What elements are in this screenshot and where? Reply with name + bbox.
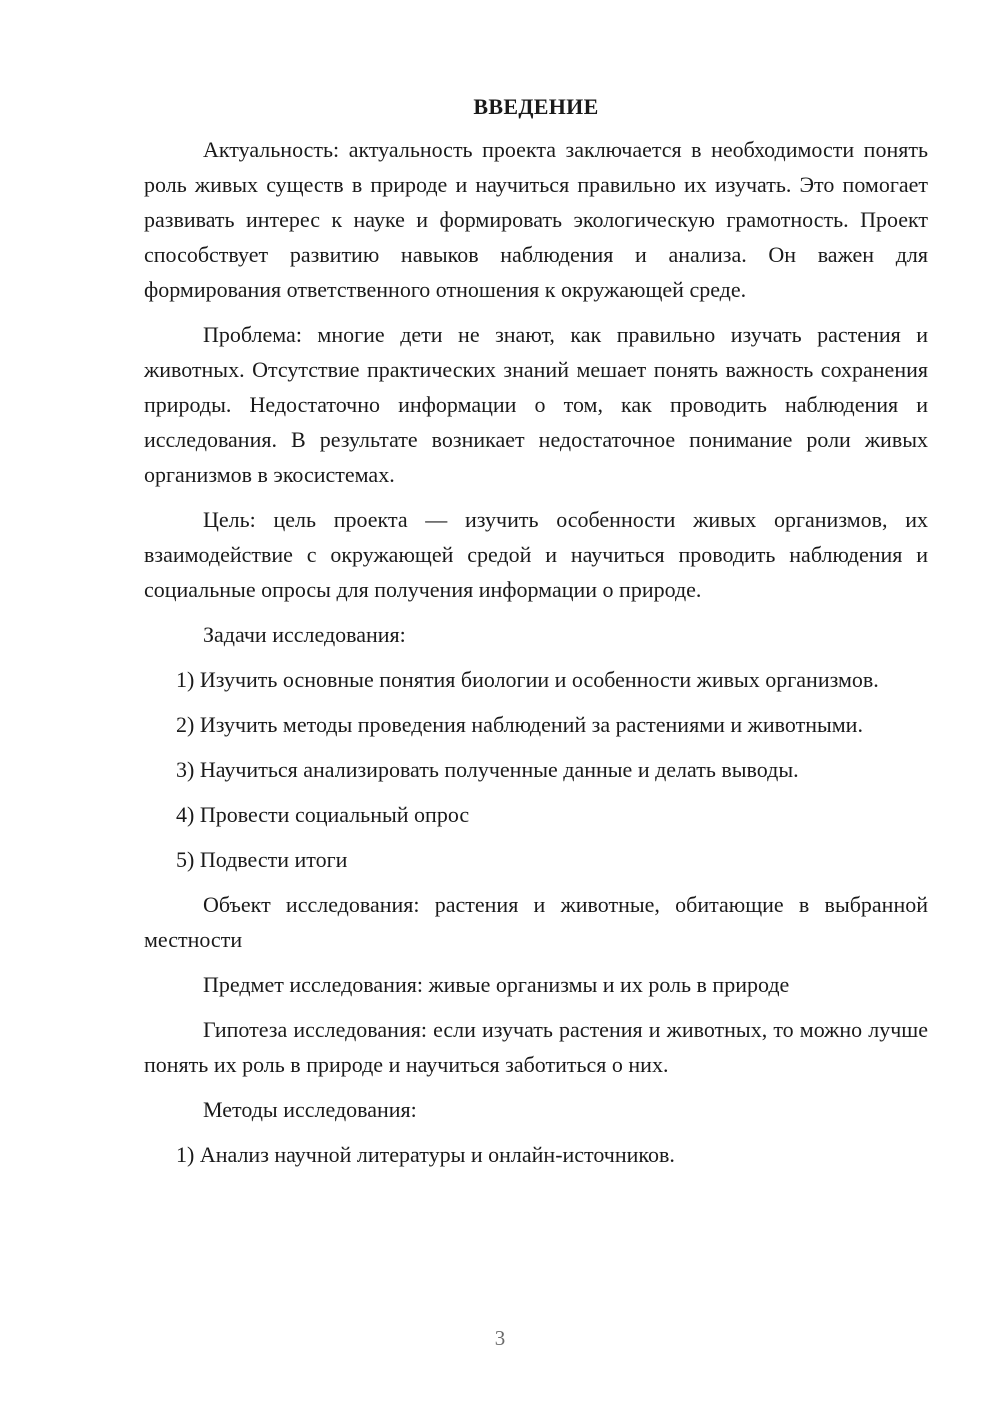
hypothesis-paragraph: Гипотеза исследования: если изучать растения и животных, то можно лучше понять их роль в природе и научиться заботиться о них.: [144, 1017, 928, 1077]
task-item-3: 3) Научиться анализировать полученные данные и делать выводы.: [176, 757, 799, 782]
problem-paragraph: Проблема: многие дети не знают, как правильно изучать растения и животных. Отсутствие практических знаний мешает понять важность сохранения природы. Недостаточно информации о том, как проводить наблюдения и исследования. В результате возникает недостаточное понимание роли живых организмов в экосистемах.: [144, 322, 928, 487]
goal-paragraph: Цель: цель проекта — изучить особенности живых организмов, их взаимодействие с окружающей средой и научиться проводить наблюдения и социальные опросы для получения информации о природе.: [144, 507, 928, 602]
task-item-1: 1) Изучить основные понятия биологии и особенности живых организмов.: [176, 667, 879, 692]
task-item-2: 2) Изучить методы проведения наблюдений за растениями и животными.: [176, 712, 863, 737]
document-page: [144, 94, 928, 1182]
method-item-1: 1) Анализ научной литературы и онлайн-источников.: [176, 1142, 675, 1167]
subject-paragraph: Предмет исследования: живые организмы и их роль в природе: [203, 972, 790, 997]
page-title: ВВЕДЕНИЕ: [473, 94, 599, 119]
relevance-paragraph: Актуальность: актуальность проекта заключается в необходимости понять роль живых существ в природе и научиться правильно их изучать. Это помогает развивать интерес к науке и формировать экологическую грамотность. Проект способствует развитию навыков наблюдения и анализа. Он важен для формирования ответственного отношения к окружающей среде.: [144, 137, 928, 302]
methods-heading: Методы исследования:: [203, 1097, 417, 1122]
page-number: 3: [494, 1326, 506, 1350]
task-item-4: 4) Провести социальный опрос: [176, 802, 470, 827]
task-item-5: 5) Подвести итоги: [176, 847, 348, 872]
tasks-heading: Задачи исследования:: [203, 622, 406, 647]
object-paragraph: Объект исследования: растения и животные, обитающие в выбранной местности: [144, 892, 928, 952]
